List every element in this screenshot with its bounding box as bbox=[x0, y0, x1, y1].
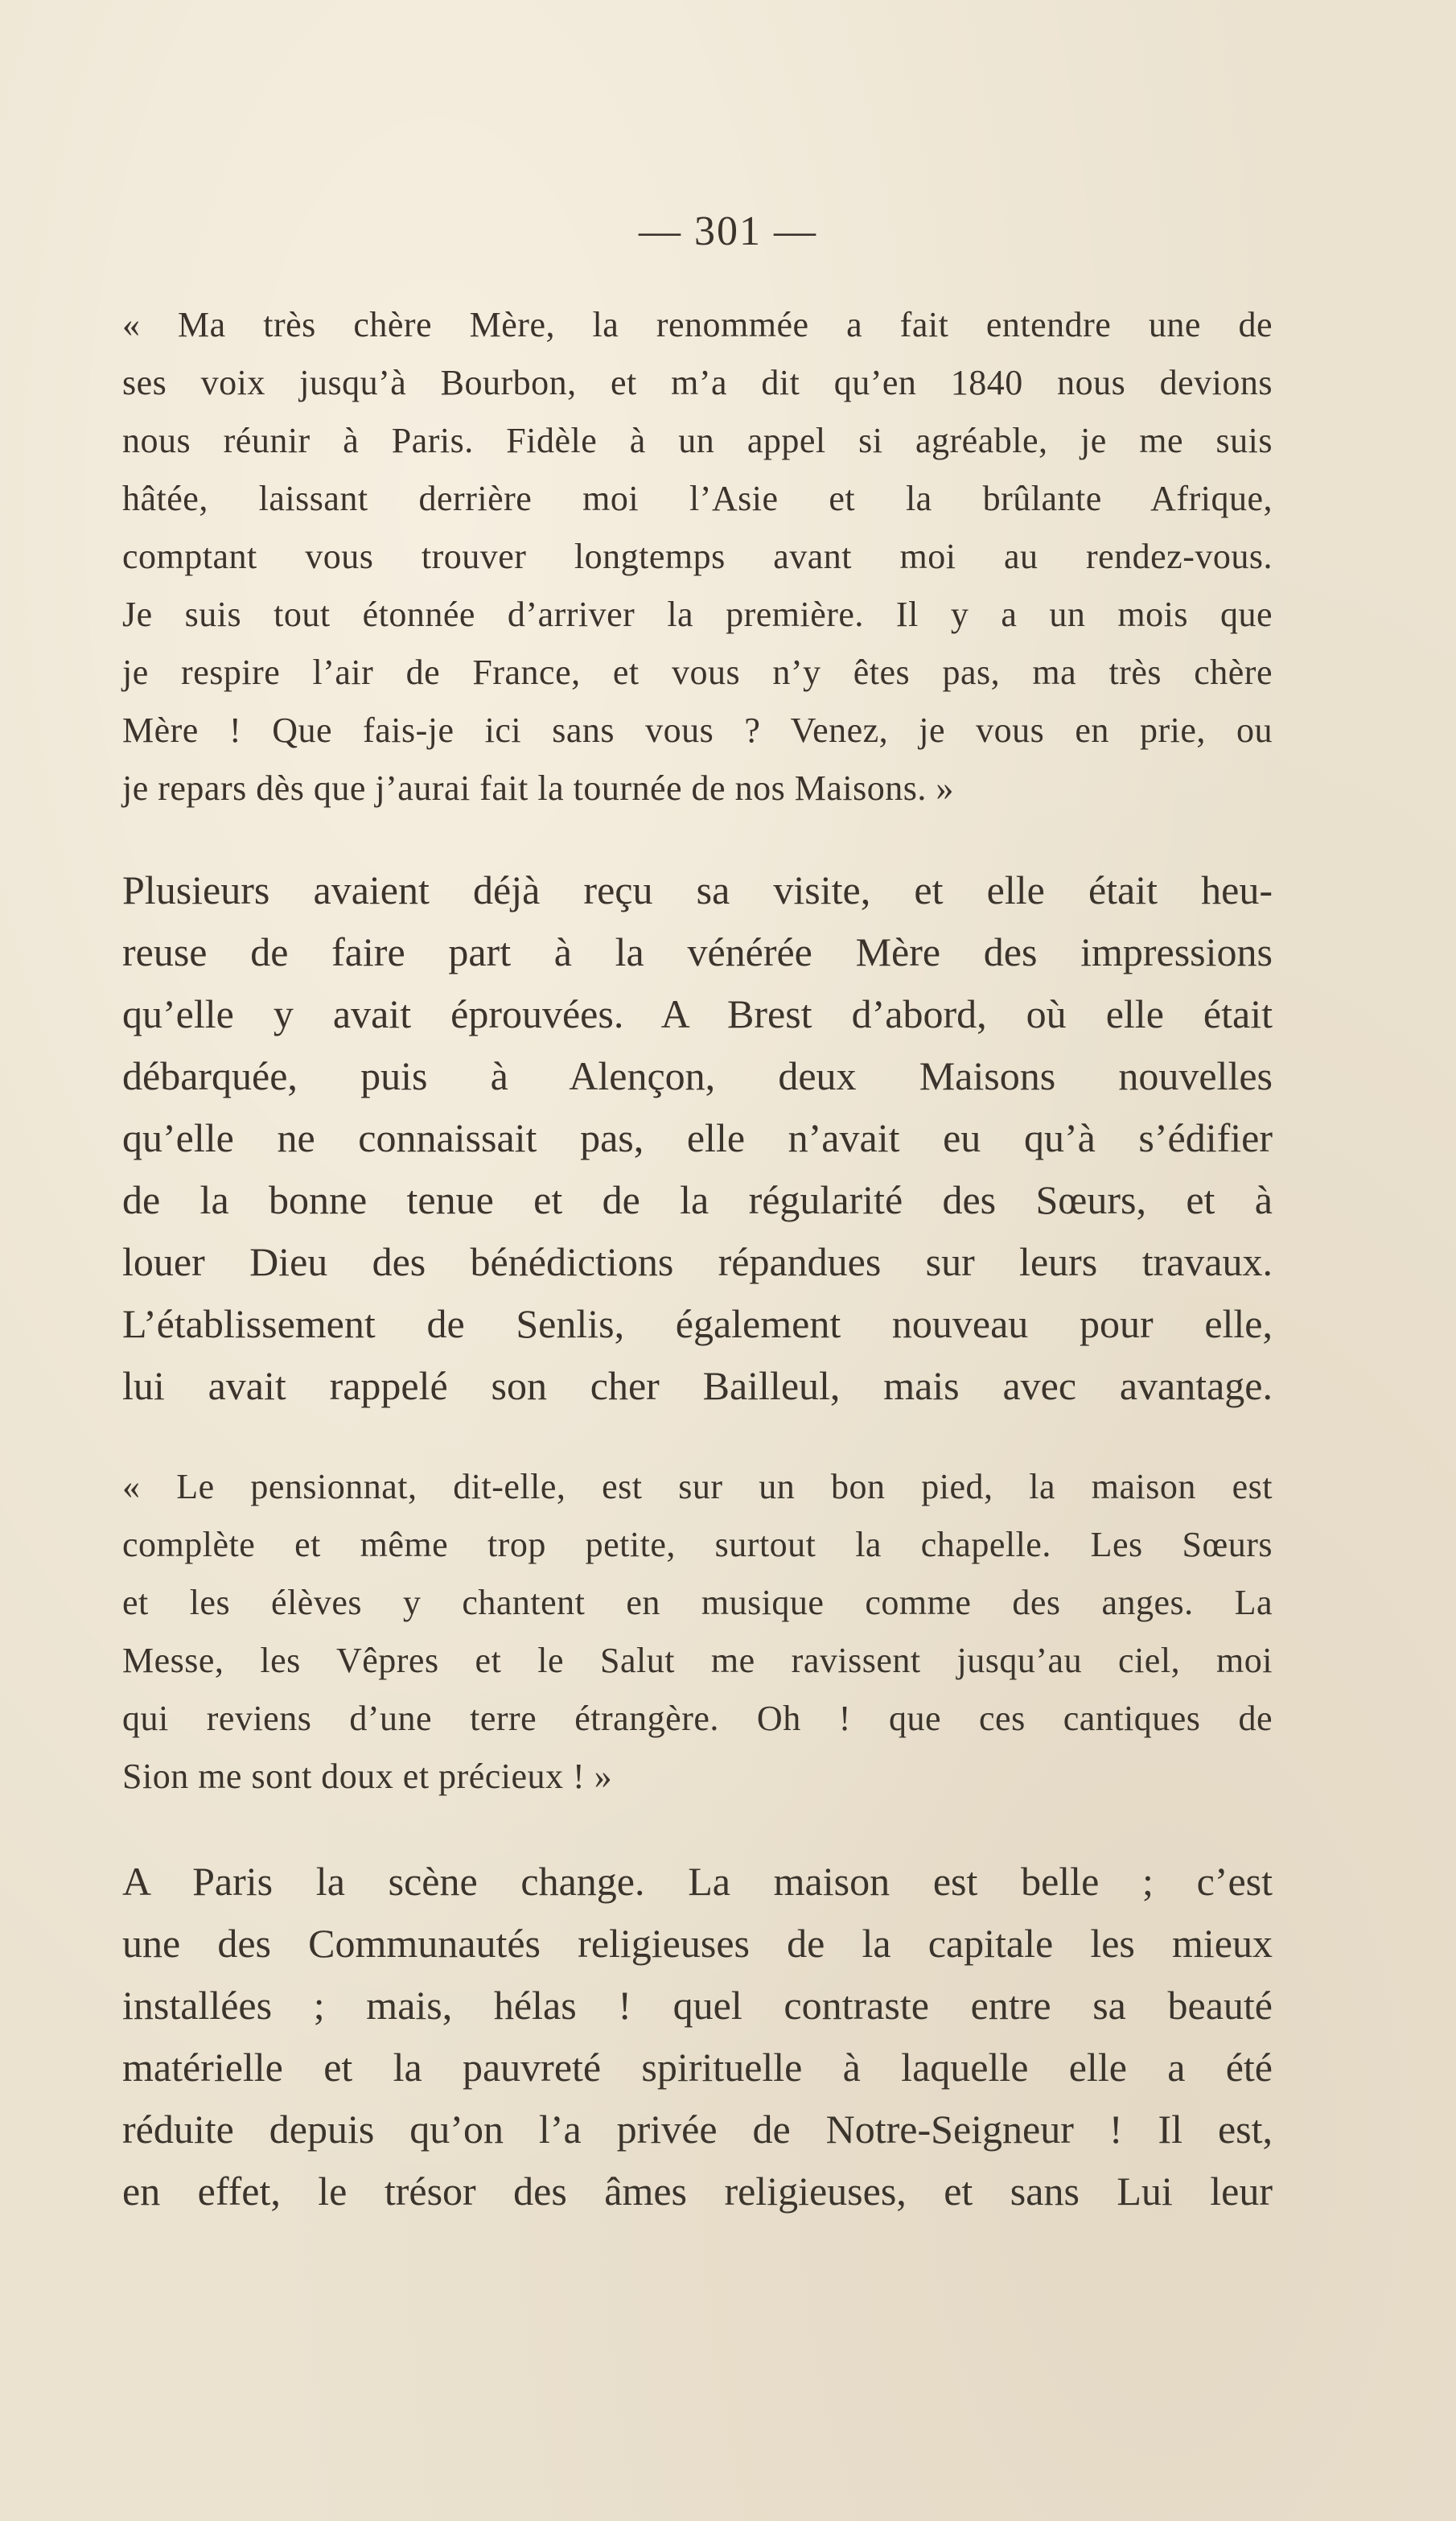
text-line: hâtée, laissant derrière moi l’Asie et la brûlante Afrique, bbox=[122, 479, 1273, 518]
text-line: et les élèves y chantent en musique comme des anges. La bbox=[122, 1583, 1273, 1622]
text-line: je repars dès que j’aurai fait la tournée de nos Maisons. » bbox=[122, 768, 954, 808]
text-line: Mère ! Que fais-je ici sans vous ? Venez, je vous en prie, ou bbox=[122, 711, 1273, 750]
text-line: qui reviens d’une terre étrangère. Oh ! que ces cantiques de bbox=[122, 1699, 1273, 1738]
letter-quote-paragraph bbox=[122, 296, 1273, 818]
narrative-paragraph bbox=[122, 1851, 1273, 2222]
text-line: de la bonne tenue et de la régularité des Sœurs, et à bbox=[122, 1177, 1273, 1222]
text-line: Messe, les Vêpres et le Salut me ravissent jusqu’au ciel, moi bbox=[122, 1641, 1273, 1680]
text-line: Je suis tout étonnée d’arriver la première. Il y a un mois que bbox=[122, 595, 1273, 634]
text-line: Plusieurs avaient déjà reçu sa visite, et elle était heu- bbox=[122, 867, 1273, 912]
text-line: une des Communautés religieuses de la capitale les mieux bbox=[122, 1921, 1273, 1966]
text-line: Sion me sont doux et précieux ! » bbox=[122, 1757, 613, 1796]
text-line: louer Dieu des bénédictions répandues sur leurs travaux. bbox=[122, 1239, 1273, 1284]
text-line: réduite depuis qu’on l’a privée de Notre-Seigneur ! Il est, bbox=[122, 2107, 1273, 2152]
text-line: matérielle et la pauvreté spirituelle à laquelle elle a été bbox=[122, 2045, 1273, 2090]
text-line: débarquée, puis à Alençon, deux Maisons nouvelles bbox=[122, 1053, 1273, 1098]
text-line: qu’elle ne connaissait pas, elle n’avait eu qu’à s’édifier bbox=[122, 1115, 1273, 1160]
text-line: je respire l’air de France, et vous n’y êtes pas, ma très chère bbox=[122, 653, 1273, 692]
page-number: — 301 — bbox=[639, 208, 817, 254]
text-line: complète et même trop petite, surtout la chapelle. Les Sœurs bbox=[122, 1525, 1273, 1564]
text-line: « Ma très chère Mère, la renommée a fait entendre une de bbox=[122, 305, 1273, 344]
text-line: en effet, le trésor des âmes religieuses, et sans Lui leur bbox=[122, 2169, 1273, 2214]
text-line: lui avait rappelé son cher Bailleul, mais avec avantage. bbox=[122, 1363, 1273, 1408]
text-line: comptant vous trouver longtemps avant moi au rendez-vous. bbox=[122, 537, 1273, 576]
text-line: installées ; mais, hélas ! quel contraste entre sa beauté bbox=[122, 1983, 1273, 2028]
text-line: nous réunir à Paris. Fidèle à un appel si agréable, je me suis bbox=[122, 421, 1273, 460]
letter-quote-paragraph bbox=[122, 1458, 1273, 1806]
text-line: « Le pensionnat, dit-elle, est sur un bon pied, la maison est bbox=[122, 1467, 1273, 1506]
text-line: qu’elle y avait éprouvées. A Brest d’abord, où elle était bbox=[122, 991, 1273, 1036]
text-line: L’établissement de Senlis, également nouveau pour elle, bbox=[122, 1301, 1273, 1346]
text-line: ses voix jusqu’à Bourbon, et m’a dit qu’en 1840 nous devions bbox=[122, 363, 1273, 402]
text-line: A Paris la scène change. La maison est belle ; c’est bbox=[122, 1859, 1273, 1904]
narrative-paragraph bbox=[122, 859, 1273, 1417]
text-line: reuse de faire part à la vénérée Mère des impressions bbox=[122, 929, 1273, 974]
